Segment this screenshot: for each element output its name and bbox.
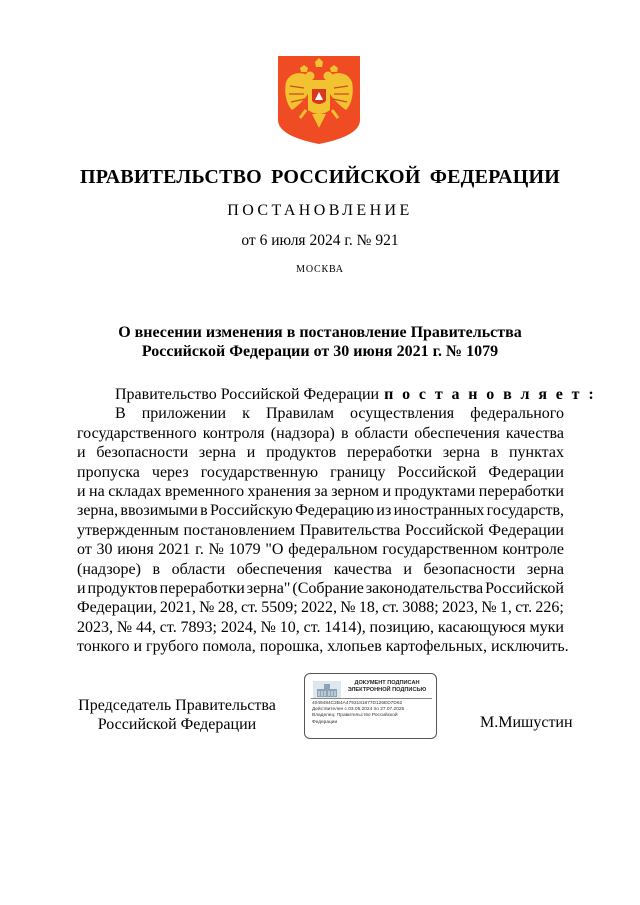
paragraph-line: пропуска через государственную границу Российской Федерации [77,463,564,481]
paragraph-line: и продуктов переработки зерна" (Собрание законодательства Российской [77,580,564,598]
paragraph-line: государственного контроля (надзора) в области обеспечения качества [77,424,564,442]
stamp-validity: Действителен с 03.05.2024 по 27.07.2025 [312,707,405,713]
decree-city: МОСКВА [296,264,344,275]
signer-position-line: Председатель Правительства [78,697,276,714]
paragraph-line: (надзоре) в области обеспечения качества и безопасности зерна [77,560,564,578]
intro-text: Правительство Российской Федерации [115,386,380,403]
stamp-certificate: 4049484C2B4A4793181877D126ED7D62 [312,701,403,706]
paragraph-line: тонкого и грубого помола, порошка, хлопьев картофельных, исключить. [77,638,569,656]
stamp-heading [341,680,433,694]
decree-subject [0,323,640,361]
decree-paragraph [77,404,569,656]
paragraph-line: и безопасности зерна и продуктов переработки зерна в пунктах [77,444,564,462]
paragraph-line: утвержденным постановлением Правительства Российской Федерации [77,521,564,539]
stamp-divider [311,698,432,699]
signer-name: М.Мишустин [480,714,573,731]
paragraph-line: от 30 июня 2021 г. № 1079 "О федеральном государственном контроле [77,541,564,559]
government-title: ПРАВИТЕЛЬСТВО РОССИЙСКОЙ ФЕДЕРАЦИИ [80,166,560,188]
stamp-owner: Федерации [312,719,338,725]
signer-position-line: Российской Федерации [97,715,257,733]
document-type: ПОСТАНОВЛЕНИЕ [227,202,413,219]
decides-word: п о с т а н о в л я е т : [384,386,597,403]
paragraph-line: В приложении к Правилам осуществления федерального [115,405,564,423]
stamp-details [312,701,434,726]
subject-line: О внесении изменения в постановление Правительства [118,324,522,341]
stamp-heading-line: ДОКУМЕНТ ПОДПИСАН [354,680,420,686]
decree-intro [77,385,597,404]
paragraph-line: зерна, ввозимыми в Российскую Федерацию из иностранных государств, [77,502,564,520]
subject-line: Российской Федерации от 30 июня 2021 г. № 1079 [141,343,499,360]
signer-position [77,697,277,734]
electronic-signature-stamp [304,673,437,739]
coat-of-arms-icon [278,56,360,144]
stamp-heading-line: ЭЛЕКТРОННОЙ ПОДПИСЬЮ [347,687,427,693]
paragraph-line: 2023, № 44, ст. 7893; 2024, № 10, ст. 1414), позицию, касающуюся муки [77,618,564,636]
decree-date-number: от 6 июля 2024 г. № 921 [241,232,399,249]
stamp-owner: Владелец: Правительство Российской [312,713,398,719]
government-building-icon [313,681,341,699]
decree-body [77,385,597,657]
paragraph-line: и на складах временного хранения за зерном и продуктами переработки [77,483,564,501]
paragraph-line: Федерации, 2021, № 28, ст. 5509; 2022, № 18, ст. 3088; 2023, № 1, ст. 226; [77,599,564,617]
